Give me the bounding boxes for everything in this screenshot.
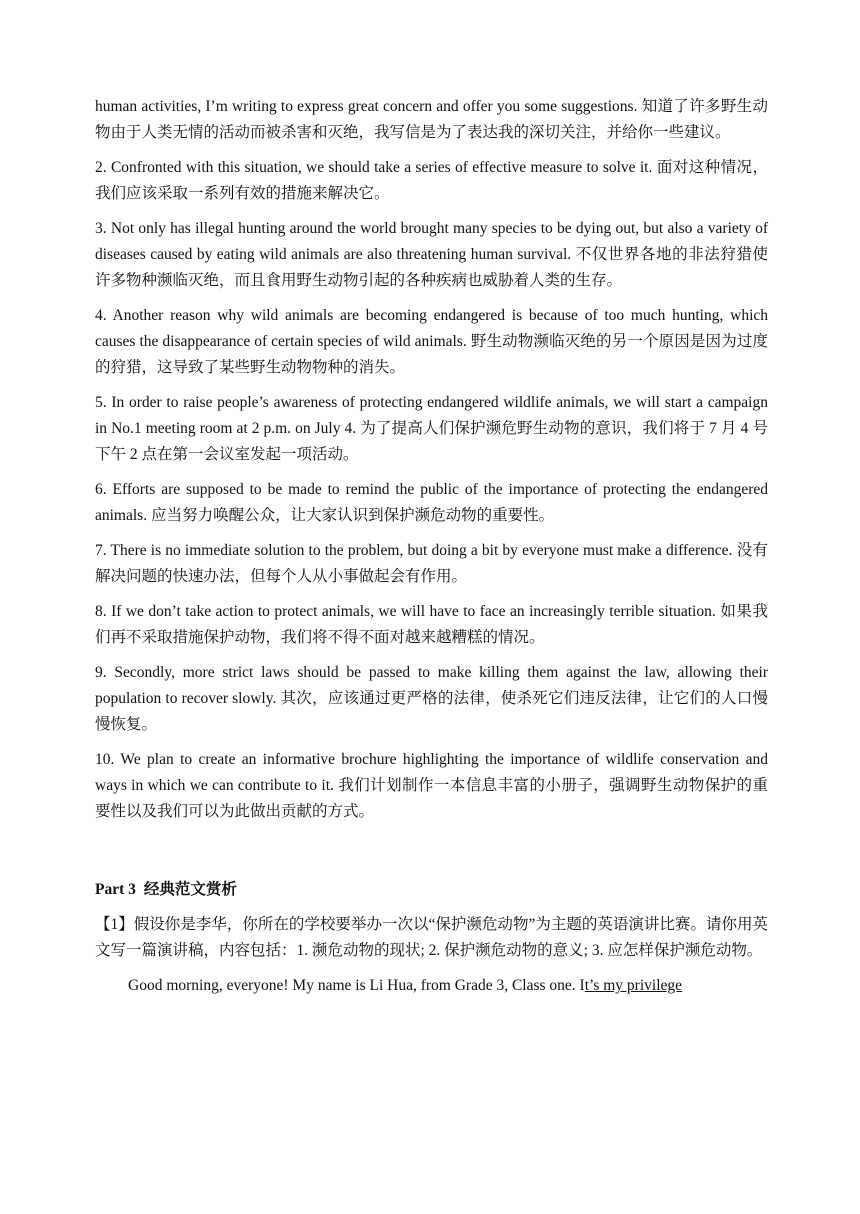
sentence-5 [95, 390, 768, 468]
sentence-zh: 不仅世界各地的非法狩猎使许多物种濒临灭绝，而且食用野生动物引起的各种疾病也威胁着人类的生存。 [95, 246, 768, 289]
sentence-en: 7. There is no immediate solution to the problem, but doing a bit by everyone must make a difference. [95, 542, 733, 559]
sentence-en: 2. Confronted with this situation, we should take a series of effective measure to solve it. [95, 159, 653, 176]
sentence-zh: 我们计划制作一本信息丰富的小册子，强调野生动物保护的重要性以及我们可以为此做出贡献的方式。 [95, 777, 768, 820]
sentence-zh: 知道了许多野生动物由于人类无情的活动而被杀害和灭绝，我写信是为了表达我的深切关注，并给你一些建议。 [95, 98, 768, 141]
speech-text: Good morning, everyone! My name is Li Hua, from Grade 3, Class one. I [128, 977, 585, 994]
sentence-10 [95, 747, 768, 825]
part3-heading [95, 877, 768, 903]
writing-prompt: 【1】假设你是李华，你所在的学校要举办一次以“保护濒危动物”为主题的英语演讲比赛。请你用英文写一篇演讲稿，内容包括：1. 濒危动物的现状; 2. 保护濒危动物的意义; 3. 应怎样保护濒危动物。 [95, 916, 768, 959]
sentence-9 [95, 660, 768, 738]
sentence-4 [95, 303, 768, 381]
sentence-zh: 没有解决问题的快速办法，但每个人从小事做起会有作用。 [95, 542, 768, 585]
sentence-zh: 应当努力唤醒公众，让大家认识到保护濒危动物的重要性。 [151, 507, 555, 524]
sentence-en: 8. If we don’t take action to protect animals, we will have to face an increasingly terrible situation. [95, 603, 716, 620]
sentence-3 [95, 216, 768, 294]
part3-number: Part 3 [95, 881, 136, 898]
sentence-zh: 如果我们再不采取措施保护动物，我们将不得不面对越来越糟糕的情况。 [95, 603, 768, 646]
sentence-en: 9. Secondly, more strict laws should be passed to make killing them against the law, allowing their population to recover slowly. [95, 664, 768, 707]
sentence-6 [95, 477, 768, 529]
part3-title: 经典范文赏析 [143, 881, 237, 898]
sentence-en: 6. Efforts are supposed to be made to remind the public of the importance of protecting the endangered animals. [95, 481, 768, 524]
sentence-zh: 面对这种情况，我们应该采取一系列有效的措施来解决它。 [95, 159, 768, 202]
sentence-8 [95, 599, 768, 651]
document-page [95, 94, 768, 999]
section-spacer [95, 834, 768, 877]
sentence-7 [95, 538, 768, 590]
sentence-zh: 为了提高人们保护濒危野生动物的意识，我们将于 7 月 4 号下午 2 点在第一会议室发起一项活动。 [95, 420, 768, 463]
sentence-en: 3. Not only has illegal hunting around the world brought many species to be dying out, but also a variety of diseases caused by eating wild animals are also threatening human survival. [95, 220, 768, 263]
sentence-en: 10. We plan to create an informative brochure highlighting the importance of wildlife conservation and ways in which we can contribute to it. [95, 751, 768, 794]
sentence-en: human activities, I’m writing to express great concern and offer you some suggestions. [95, 98, 638, 115]
speech-opening [95, 973, 768, 999]
sentence-en: 4. Another reason why wild animals are becoming endangered is because of too much hunting, which causes the disappearance of certain species of wild animals. [95, 307, 768, 350]
sentence-zh: 野生动物濒临灭绝的另一个原因是因为过度的狩猎，这导致了某些野生动物物种的消失。 [95, 333, 768, 376]
sentence-en: 5. In order to raise people’s awareness of protecting endangered wildlife animals, we will start a campaign in No.1 meeting room at 2 p.m. on July 4. [95, 394, 768, 437]
intro-sentence [95, 94, 768, 146]
sentence-zh: 其次，应该通过更严格的法律，使杀死它们违反法律，让它们的人口慢慢恢复。 [95, 690, 768, 733]
speech-underlined-phrase: t’s my privilege [584, 977, 683, 994]
sentence-2 [95, 155, 768, 207]
